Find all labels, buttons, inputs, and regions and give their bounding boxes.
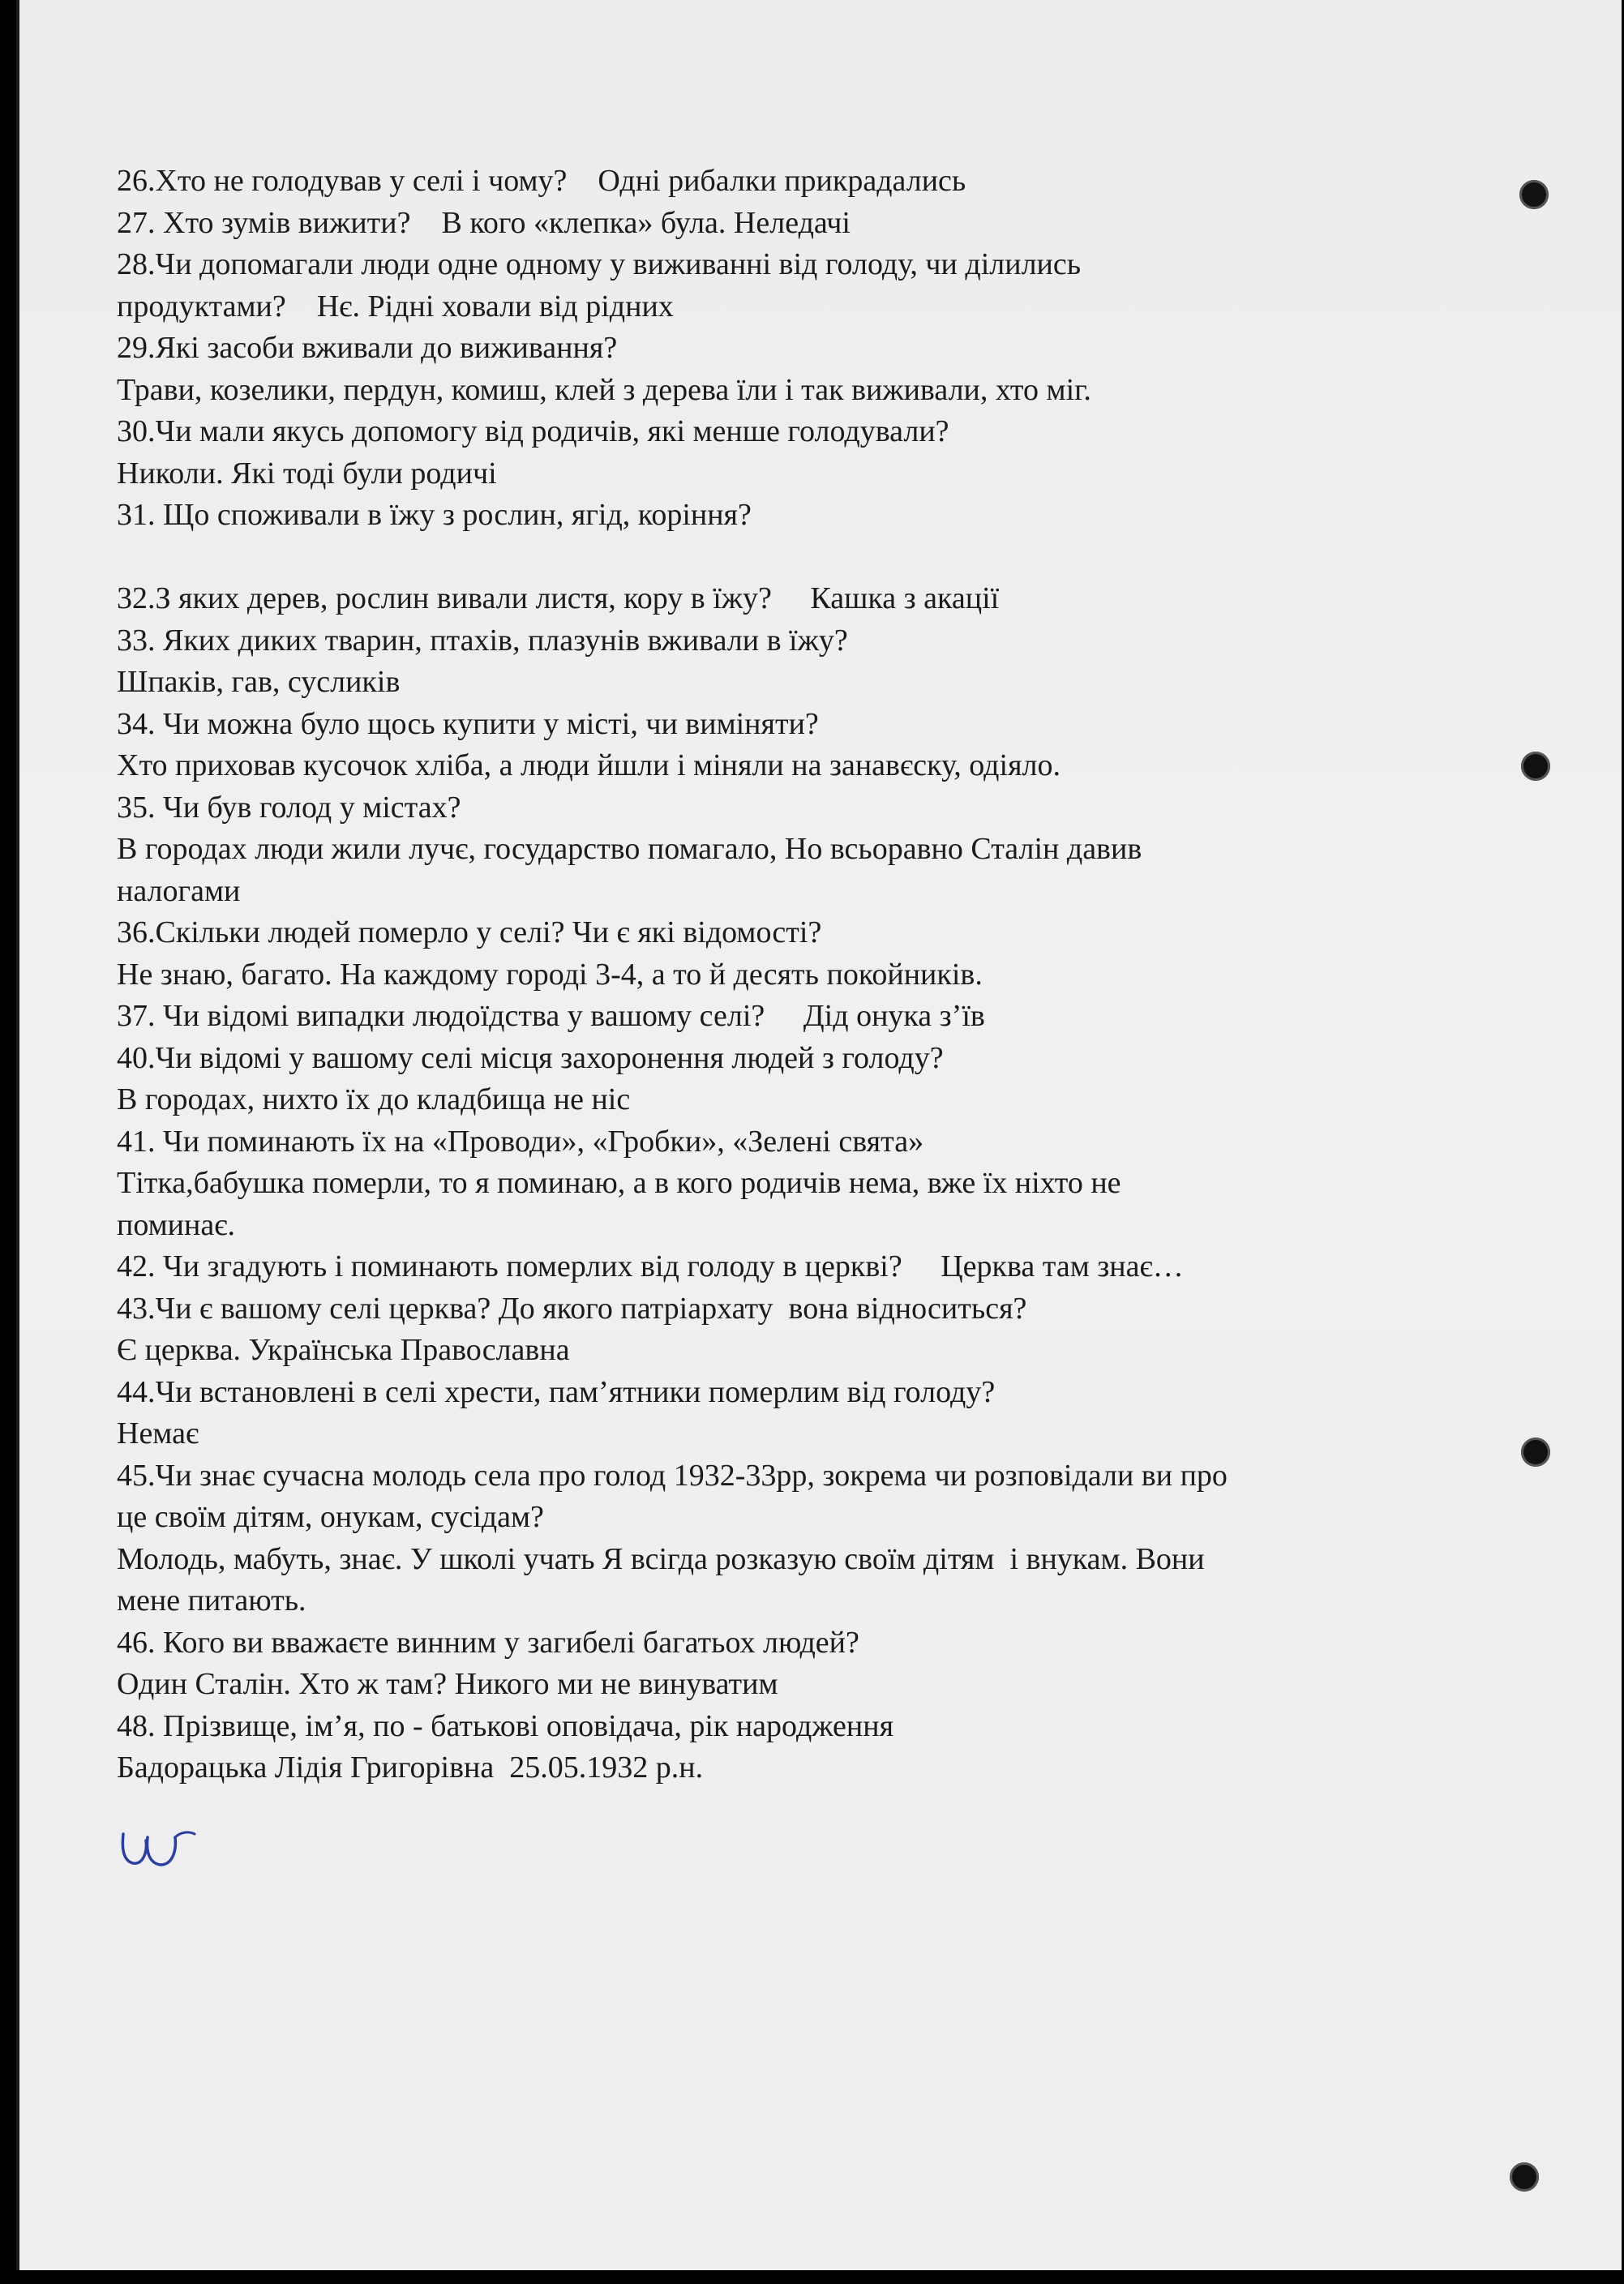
text-line: 31. Що споживали в їжу з рослин, ягід, коріння? — [117, 498, 752, 532]
text-line: В городах люди жили лучє, государство помагало, Но всьоравно Сталін давив — [117, 832, 1142, 866]
punch-hole — [1519, 180, 1549, 209]
text-line: це своїм дітям, онукам, сусідам? — [117, 1500, 544, 1534]
text-line: Трави, козелики, пердун, комиш, клей з дерева їли і так виживали, хто міг. — [117, 372, 1091, 407]
text-line: Один Сталін. Хто ж там? Никого ми не винуватим — [117, 1667, 778, 1701]
text-line: продуктами? Нє. Рідні ховали від рідних — [117, 289, 674, 324]
blank-line — [117, 537, 1511, 579]
text-line: Є церква. Українська Православна — [117, 1333, 570, 1367]
text-line: 40.Чи відомі у вашому селі місця захоронення людей з голоду? — [117, 1040, 944, 1075]
text-line: 43.Чи є вашому селі церква? До якого патріархату вона відноситься? — [117, 1291, 1027, 1326]
text-line: поминає. — [117, 1207, 236, 1242]
text-line: 37. Чи відомі випадки людоїдства у вашому селі? Дід онука з’їв — [117, 999, 985, 1033]
handwritten-signature — [115, 1816, 212, 1881]
text-line: 44.Чи встановлені в селі хрести, пам’ятники померлим від голоду? — [117, 1374, 996, 1409]
text-line: 46. Кого ви вважаєте винним у загибелі багатьох людей? — [117, 1625, 859, 1660]
text-line: Немає — [117, 1416, 199, 1451]
text-line: Молодь, мабуть, знає. У школі учать Я всігда розказую своїм дітям і внукам. Вони — [117, 1541, 1205, 1576]
text-line: 32.З яких дерев, рослин вивали листя, кору в їжу? Кашка з акації — [117, 581, 1000, 615]
text-line: 34. Чи можна було щось купити у місті, чи виміняти? — [117, 706, 819, 741]
punch-hole — [1521, 752, 1550, 781]
text-line: Шпаків, гав, сусликів — [117, 665, 401, 699]
punch-hole — [1510, 2162, 1539, 2192]
text-line: В городах, нихто їх до кладбища не ніс — [117, 1082, 631, 1116]
punch-hole — [1521, 1438, 1550, 1467]
text-line: 36.Скільки людей померло у селі? Чи є які відомості? — [117, 915, 822, 949]
text-line: 28.Чи допомагали люди одне одному у виживанні від голоду, чи ділились — [117, 247, 1082, 281]
text-line: Хто приховав кусочок хліба, а люди йшли і міняли на занавєску, одіяло. — [117, 748, 1061, 782]
text-line: 41. Чи поминають їх на «Проводи», «Гробки», «Зелені свята» — [117, 1124, 924, 1159]
text-line: Николи. Які тоді були родичі — [117, 456, 497, 491]
interview-text — [117, 161, 1511, 1789]
text-line: 48. Прізвище, ім’я, по - батькові оповідача, рік народження — [117, 1708, 894, 1743]
text-line: Бадорацька Лідія Григорівна 25.05.1932 р.н. — [117, 1750, 704, 1785]
text-line: 26.Хто не голодував у селі і чому? Одні рибалки прикрадались — [117, 164, 966, 198]
text-line: 27. Хто зумів вижити? В кого «клепка» була. Неледачі — [117, 205, 851, 240]
text-line: 33. Яких диких тварин, птахів, плазунів вживали в їжу? — [117, 623, 848, 658]
text-line: 42. Чи згадують і поминають померлих від голоду в церкві? Церква там знає… — [117, 1249, 1184, 1283]
text-line: 35. Чи був голод у містах? — [117, 790, 461, 825]
text-line: 45.Чи знає сучасна молодь села про голод 1932-33рр, зокрема чи розповідали ви про — [117, 1458, 1228, 1493]
text-line: 29.Які засоби вживали до виживання? — [117, 331, 618, 365]
text-line: Не знаю, багато. На каждому городі 3-4, а то й десять покойників. — [117, 957, 983, 992]
text-line: налогами — [117, 873, 241, 908]
document-page — [16, 0, 1622, 2270]
text-line: Тітка,бабушка померли, то я поминаю, а в кого родичів нема, вже їх ніхто не — [117, 1166, 1121, 1200]
text-line: 30.Чи мали якусь допомогу від родичів, які менше голодували? — [117, 414, 949, 448]
text-line: мене питають. — [117, 1583, 306, 1618]
